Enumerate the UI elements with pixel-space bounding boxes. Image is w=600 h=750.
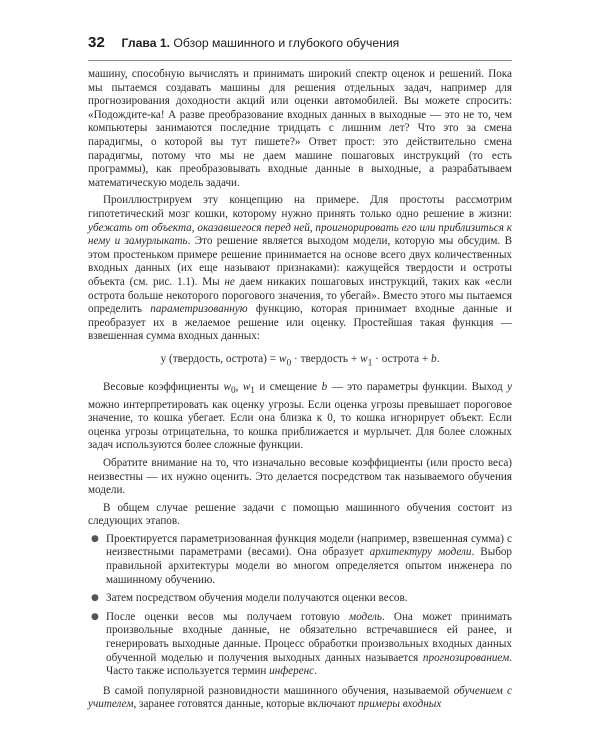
p6-text-a: В самой популярной разновидности машинного обучения, называемой <box>103 684 454 697</box>
b1-emphasis-architecture: архитектуру модели <box>369 546 472 559</box>
list-item <box>88 533 512 587</box>
p3-text-d: можно интерпретировать как оценку угрозы. Если оценка угрозы превышает пороговое значение, то кошка убегает. Если она близка к 0, то кошка игнорирует объект. Если оценка угрозы отрицательна, то кошка приближается и мурлычет. Для более сложных задач используются более сложные функции. <box>88 398 512 452</box>
p2-emphasis-decision: убежать от объекта, оказавшегося перед ней, проигнорировать его или приблизиться к нему и замурлыкать <box>88 221 512 248</box>
formula-w0: w <box>278 352 287 365</box>
paragraph-3 <box>88 381 512 453</box>
list-item <box>88 611 512 679</box>
p3-bias: b <box>321 380 328 393</box>
p2-emphasis-not: не <box>224 275 235 288</box>
page-number: 32 <box>88 34 106 51</box>
p3-w0: w <box>223 380 231 393</box>
formula-lhs: y (твердость, острота) = <box>160 352 279 365</box>
p3-text-c: — это параметры функции. Выход <box>327 380 508 393</box>
paragraph-4: Обратите внимание на то, что изначально весовые коэффициенты (или просто веса) неизвестны — их нужно оценить. Это делается посредством так называемого обучения модели. <box>88 456 512 497</box>
p6-text-b: , заранее готовятся данные, которые включают <box>133 698 359 711</box>
b2-text: Затем посредством обучения модели получаются оценки весов. <box>106 592 408 605</box>
b3-text-b: . Она может принимать произвольные входные данные, не обязательно встречавшиеся ей ранее, и генерировать выходные данные. Процесс обработки произвольных входных данных обученной моделью и получения выходных данных называется <box>106 610 513 664</box>
p3-w0-index: 0 <box>230 385 236 396</box>
b1-text-b: . Выбор правильной архитектуры модели во многом определяется опытом инженера по машинному обучению. <box>106 546 513 586</box>
paragraph-6 <box>88 685 512 712</box>
steps-list <box>88 533 512 679</box>
paragraph-5: В общем случае решение задачи с помощью машинного обучения состоит из следующих этапов. <box>88 501 512 528</box>
b1-text-a: Проектируется параметризованная функция модели (например, взвешенная сумма) с неизвестными параметрами (весами). Она образует <box>106 532 512 559</box>
running-header <box>88 34 512 56</box>
p2-text-b: . Это решение является выходом модели, которую мы обсудим. В этом простеньком примере решение принимается на основе всего двух количественных входных данных (их еще называют признаками): кажущейся твердости и остроты объекта (см. рис. 1.1). Мы <box>88 235 512 288</box>
p3-output-y: y <box>507 380 513 393</box>
p2-emphasis-parametrized: параметризованную <box>150 303 248 316</box>
p6-emphasis-examples: примеры входных <box>358 698 442 711</box>
p3-text-b: и смещение <box>254 380 322 393</box>
paragraph-1: машину, способную вычислять и принимать широкий спектр оценок и решений. Пока мы пытаемся создавать машины для решения отдельных задач, например для прогнозирования доходности акций или оценки автомобилей. Вы можете спросить: «Подождите-ка! А разве преобразование входных данных в выходные — это не то, чем компьютеры занимаются последние тридцать с лишним лет? Что это за смена парадигмы, о которой вы тут пишете?» Ответ прост: это действительно смена парадигмы, потому что мы не даем машине пошаговых инструкций (то есть программы), как преобразовывать входные данные в выходные, а разрабатываем математическую модель задачи. <box>88 68 512 189</box>
chapter-title <box>122 36 400 50</box>
formula-term-hardness: · твердость + <box>291 352 361 365</box>
b3-emphasis-inference: инференс <box>269 665 315 678</box>
formula-w0-index: 0 <box>286 358 292 369</box>
bullet-icon: ● <box>91 533 99 544</box>
p3-comma: , <box>235 380 243 393</box>
paragraph-2 <box>88 194 512 344</box>
bullet-icon: ● <box>91 611 99 622</box>
p2-text-c: даем никаких пошаговых инструкций, таких как «если острота больше некоторого порогового значения, то убегай». Вместо этого мы пытаемся определить <box>88 275 512 316</box>
list-item <box>88 592 512 606</box>
b3-text-a: После оценки весов мы получаем готовую <box>106 610 350 623</box>
chapter-name: Обзор машинного и глубокого обучения <box>173 36 400 50</box>
p2-text-d: функцию, которая принимает входные данные и преобразует их в желаемое решение или оценку. Простейшая такая функция — взвешенная сумма входных данных: <box>88 303 513 343</box>
p2-text-a: Проиллюстрируем эту концепцию на примере. Для простоты рассмотрим гипотетический мозг кошки, которому нужно принять только одно решение в жизни: <box>88 194 512 220</box>
b3-emphasis-model: модель <box>349 610 382 623</box>
p3-w1: w <box>242 380 251 393</box>
formula-w1: w <box>360 352 368 365</box>
page-body <box>88 68 512 716</box>
formula-bias: b <box>431 352 437 365</box>
p3-text-a: Весовые коэффициенты <box>103 380 224 393</box>
bullet-icon: ● <box>91 593 99 604</box>
p6-emphasis-supervised: обучением с учителем <box>88 684 512 711</box>
formula-w1-index: 1 <box>367 358 373 369</box>
p3-w1-index: 1 <box>250 385 255 396</box>
weighted-sum-formula <box>88 353 512 371</box>
header-rule <box>88 60 512 61</box>
chapter-label: Глава 1. <box>121 36 171 50</box>
formula-term-sharpness: · острота + <box>372 352 432 365</box>
b3-text-d: . <box>314 665 317 678</box>
b3-text-c: . Часто также используется термин <box>106 651 512 678</box>
formula-period: . <box>436 352 440 365</box>
b3-emphasis-prediction: прогнозированием <box>422 651 510 664</box>
